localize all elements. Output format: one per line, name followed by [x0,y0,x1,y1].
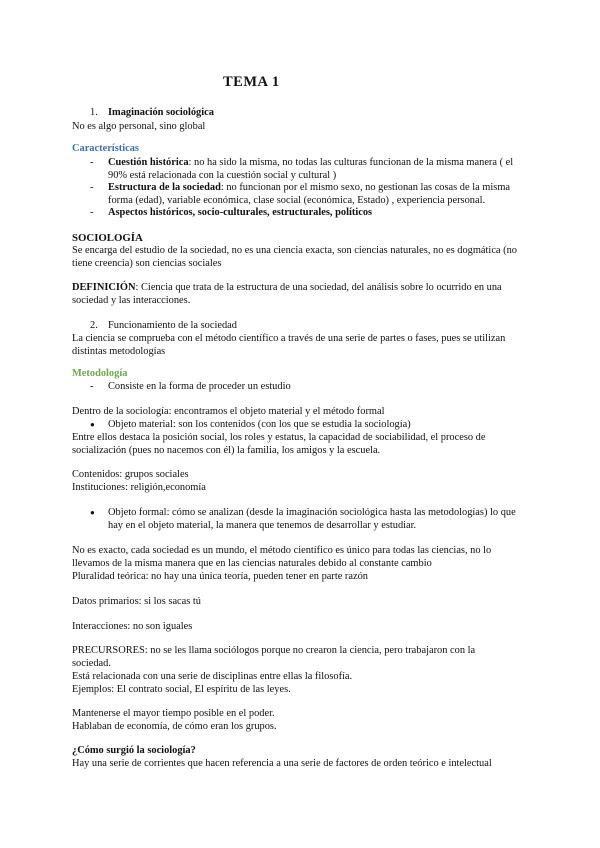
paragraph-line: socialización (pues no nacemos con él) la familia, los amigos y la escuela. [72,445,381,456]
metodologia-heading: Metodología [72,368,128,379]
paragraph-line: distintas metodologías [72,346,166,357]
paragraph-line: La ciencia se comprueba con el método científico a través de una serie de partes o fases, pues se utilizan [72,333,506,344]
section-1-heading: Imaginación sociológica [108,107,214,118]
paragraph-line: Pluralidad teórica: no hay una única teoría, pueden tener en parte razón [72,571,369,582]
dash-bullet: - [90,381,94,392]
document-title: TEMA 1 [223,74,280,90]
section-2-heading: Funcionamiento de la sociedad [108,320,237,331]
list-item-bold: Aspectos históricos, socio-culturales, estructurales, políticos [108,207,373,218]
definicion-text: : Ciencia que trata de la estructura de una sociedad, del análisis sobre lo ocurrido en una [135,282,502,293]
list-item-bold: Cuestión histórica [108,157,189,168]
list-item-continuation: hay en el objeto material, la manera que tenemos de desarrollar y estudiar. [108,520,417,531]
list-item-bold: Estructura de la sociedad [108,182,221,193]
caracteristicas-heading: Características [72,143,139,154]
list-item: Objeto material: son los contenidos (con los que se estudia la sociología) [108,419,411,430]
paragraph-line: tiene creencia) son ciencias sociales [72,258,222,269]
section-1-number: 1. [90,107,98,118]
list-item [108,182,510,195]
dash-bullet: - [90,157,94,168]
paragraph-line: Datos primarios: si los sacas tú [72,596,202,607]
list-item-continuation: forma (edad), variable económica, clase social (económica, Estado) , experiencia personal. [108,195,486,206]
paragraph-line: Está relacionada con una serie de disciplinas entre ellas la filosofía. [72,671,353,682]
sociologia-heading: SOCIOLOGÍA [72,232,143,244]
paragraph-line: No es exacto, cada sociedad es un mundo, el método científico es único para todas las ciencias, no lo [72,545,492,556]
paragraph-line: Instituciones: religión,economía [72,482,206,493]
paragraph-line: PRECURSORES: no se les llama sociólogos porque no crearon la ciencia, pero trabajaron con la [72,645,476,656]
dash-bullet: - [90,182,94,193]
list-item-text: : no funcionan por el mismo sexo, no gestionan las cosas de la misma [220,182,511,193]
paragraph-line: Se encarga del estudio de la sociedad, no es una ciencia exacta, son ciencias naturales, no es dogmática (no [72,245,517,256]
paragraph-line: Ejemplos: El contrato social, El espíritu de las leyes. [72,684,291,695]
dot-bullet: ● [90,508,95,517]
paragraph-line: Contenidos: grupos sociales [72,469,189,480]
definicion-label: DEFINICIÓN [72,282,136,293]
paragraph-line: llevamos de la misma manera que en las ciencias naturales debido al constante cambio [72,558,432,569]
list-item [108,157,513,170]
paragraph-line: Hablaban de economía, de cómo eran los grupos. [72,721,277,732]
paragraph-line: Dentro de la sociología: encontramos el objeto material y el método formal [72,406,385,417]
section-1-text: No es algo personal, sino global [72,121,206,132]
surgio-heading: ¿Cómo surgió la sociología? [72,745,196,756]
paragraph-line: Hay una serie de corrientes que hacen referencia a una serie de factores de orden teórico e intelectual [72,758,492,769]
paragraph-line: sociedad y las interacciones. [72,295,191,306]
dot-bullet: ● [90,420,95,429]
definicion-line [72,282,502,295]
paragraph-line: Interacciones: no son iguales [72,621,193,632]
section-2-number: 2. [90,320,98,331]
list-item: Objeto formal: cómo se analizan (desde la imaginación sociológica hasta las metodologías) lo que [108,507,516,518]
list-item: Consiste en la forma de proceder un estudio [108,381,291,392]
list-item-text: : no ha sido la misma, no todas las culturas funcionan de la misma manera ( el [188,157,514,168]
dash-bullet: - [90,207,94,218]
paragraph-line: sociedad. [72,658,111,669]
list-item-continuation: 90% está relacionada con la cuestión social y cultural ) [108,170,337,181]
paragraph-line: Mantenerse el mayor tiempo posible en el poder. [72,708,275,719]
paragraph-line: Entre ellos destaca la posición social, los roles y estatus, la capacidad de sociabilidad, el proceso de [72,432,486,443]
